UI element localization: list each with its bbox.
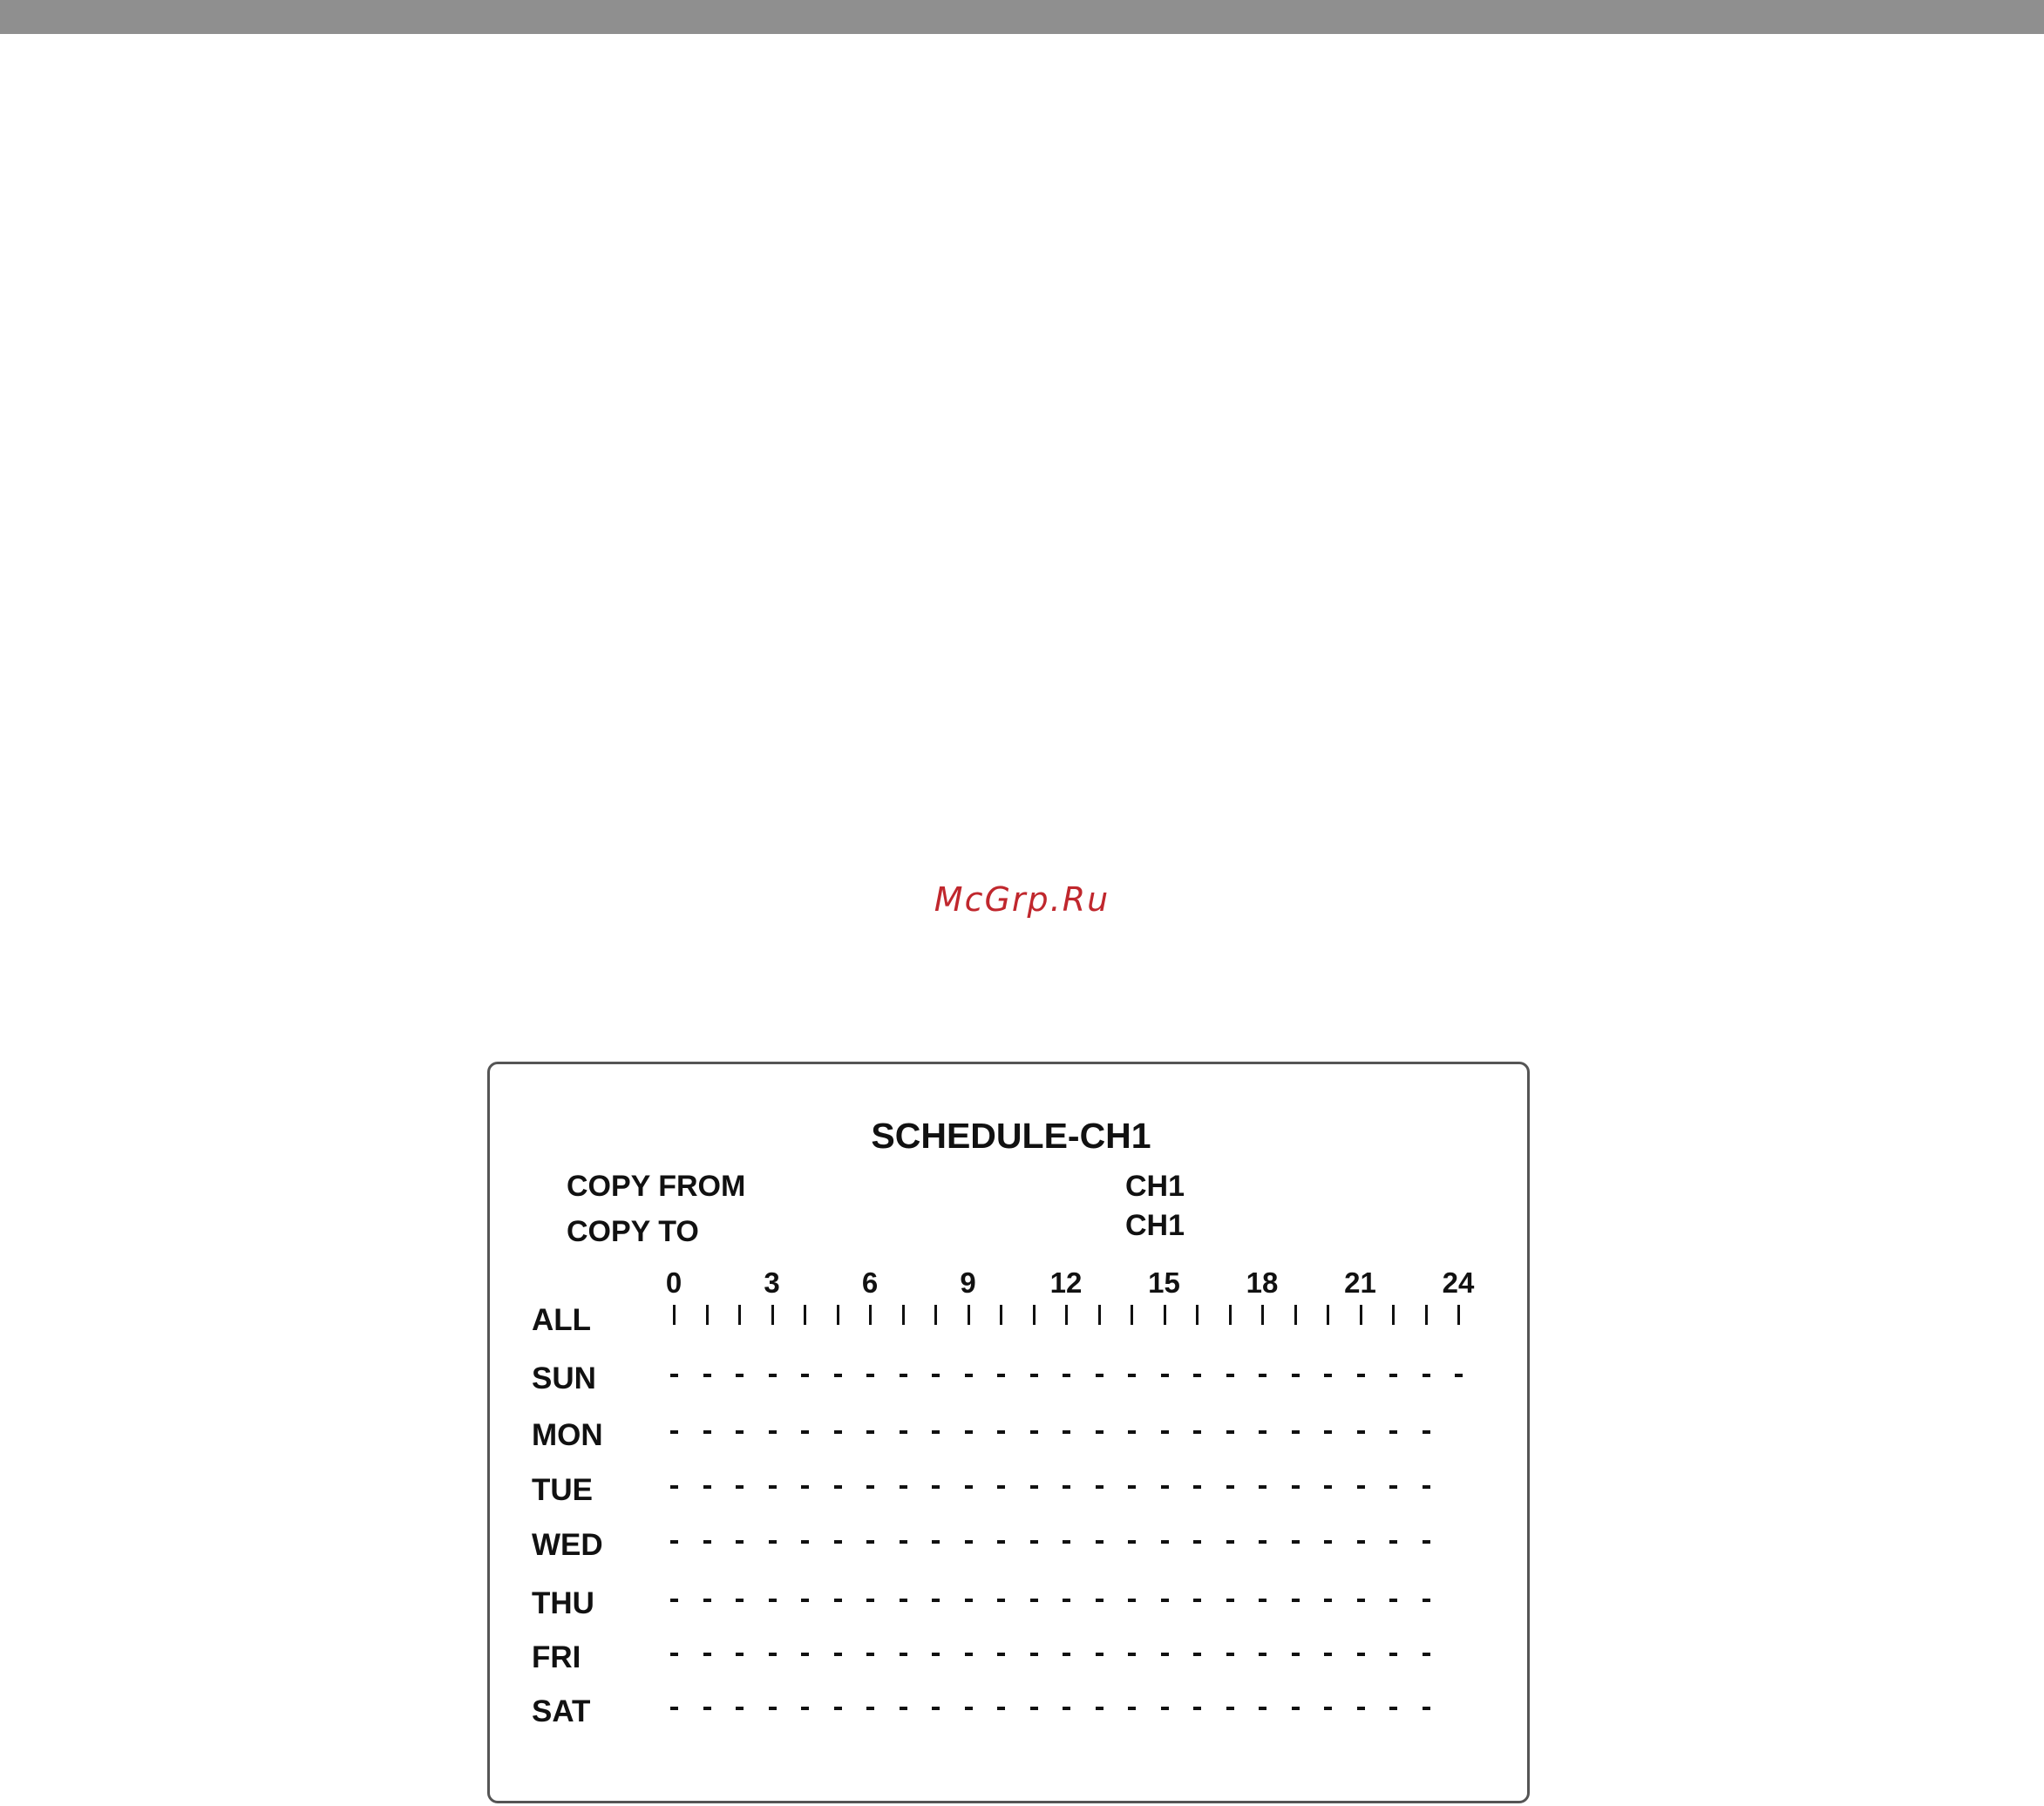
schedule-slot[interactable]: [1423, 1485, 1430, 1489]
schedule-slot[interactable]: [1063, 1599, 1070, 1602]
hour-tick[interactable]: [1000, 1305, 1002, 1325]
schedule-slot[interactable]: [900, 1485, 907, 1489]
day-label-tue[interactable]: TUE: [532, 1473, 593, 1507]
schedule-slot[interactable]: [932, 1374, 940, 1377]
schedule-slot[interactable]: [1063, 1540, 1070, 1544]
hour-tick[interactable]: [804, 1305, 806, 1325]
schedule-slot[interactable]: [1193, 1374, 1201, 1377]
schedule-slot[interactable]: [1096, 1599, 1103, 1602]
schedule-slot[interactable]: [1226, 1707, 1234, 1710]
schedule-slot[interactable]: [670, 1599, 678, 1602]
schedule-slot[interactable]: [932, 1707, 940, 1710]
schedule-slot[interactable]: [801, 1707, 809, 1710]
schedule-slot[interactable]: [1357, 1599, 1365, 1602]
schedule-slot[interactable]: [1259, 1374, 1266, 1377]
schedule-slot[interactable]: [1193, 1599, 1201, 1602]
schedule-slot[interactable]: [900, 1430, 907, 1434]
hour-label: 3: [764, 1266, 780, 1299]
schedule-slot[interactable]: [670, 1540, 678, 1544]
schedule-slot[interactable]: [1423, 1540, 1430, 1544]
schedule-slot[interactable]: [932, 1540, 940, 1544]
hour-tick[interactable]: [1392, 1305, 1395, 1325]
schedule-slot[interactable]: [965, 1374, 973, 1377]
schedule-slot[interactable]: [1292, 1599, 1300, 1602]
schedule-slot[interactable]: [670, 1485, 678, 1489]
schedule-slot[interactable]: [1128, 1653, 1136, 1656]
schedule-slot[interactable]: [769, 1599, 777, 1602]
schedule-slot[interactable]: [1357, 1653, 1365, 1656]
schedule-slot[interactable]: [1161, 1374, 1169, 1377]
schedule-slot[interactable]: [834, 1707, 842, 1710]
hour-label: 21: [1344, 1266, 1376, 1299]
schedule-slot[interactable]: [670, 1430, 678, 1434]
schedule-slot[interactable]: [1226, 1653, 1234, 1656]
schedule-slot[interactable]: [1389, 1599, 1397, 1602]
schedule-slot[interactable]: [1030, 1599, 1038, 1602]
schedule-slot[interactable]: [932, 1430, 940, 1434]
schedule-slot[interactable]: [997, 1599, 1005, 1602]
schedule-slot[interactable]: [1096, 1374, 1103, 1377]
schedule-slot[interactable]: [769, 1540, 777, 1544]
schedule-slot[interactable]: [932, 1599, 940, 1602]
schedule-slot[interactable]: [1259, 1430, 1266, 1434]
schedule-slot[interactable]: [834, 1653, 842, 1656]
schedule-slot[interactable]: [1128, 1599, 1136, 1602]
schedule-slot[interactable]: [1161, 1485, 1169, 1489]
schedule-slot[interactable]: [769, 1485, 777, 1489]
schedule-slot[interactable]: [703, 1485, 711, 1489]
copy-from-value[interactable]: CH1: [1125, 1170, 1185, 1203]
hour-tick[interactable]: [1327, 1305, 1329, 1325]
schedule-slot[interactable]: [866, 1374, 874, 1377]
hour-tick[interactable]: [1033, 1305, 1036, 1325]
schedule-slot[interactable]: [1324, 1374, 1332, 1377]
schedule-slot[interactable]: [1193, 1707, 1201, 1710]
schedule-slot[interactable]: [801, 1540, 809, 1544]
schedule-slot[interactable]: [1389, 1485, 1397, 1489]
schedule-slot[interactable]: [866, 1540, 874, 1544]
schedule-slot[interactable]: [1161, 1430, 1169, 1434]
page-title: SCHEDULE-CH1: [871, 1116, 1151, 1156]
schedule-slot[interactable]: [1292, 1485, 1300, 1489]
hour-tick[interactable]: [1229, 1305, 1232, 1325]
schedule-slot[interactable]: [1063, 1485, 1070, 1489]
schedule-slot[interactable]: [670, 1653, 678, 1656]
schedule-slot[interactable]: [1063, 1707, 1070, 1710]
day-label-wed[interactable]: WED: [532, 1528, 603, 1562]
hour-tick[interactable]: [1098, 1305, 1101, 1325]
copy-to-label: COPY TO: [567, 1215, 699, 1248]
hour-tick[interactable]: [902, 1305, 905, 1325]
day-label-sat[interactable]: SAT: [532, 1694, 591, 1728]
hour-tick[interactable]: [738, 1305, 741, 1325]
schedule-slot[interactable]: [1423, 1374, 1430, 1377]
schedule-slot[interactable]: [1324, 1707, 1332, 1710]
schedule-slot[interactable]: [1030, 1653, 1038, 1656]
schedule-slot[interactable]: [736, 1653, 744, 1656]
hour-tick[interactable]: [771, 1305, 774, 1325]
day-label-fri[interactable]: FRI: [532, 1640, 581, 1674]
day-label-mon[interactable]: MON: [532, 1418, 603, 1452]
schedule-slot[interactable]: [769, 1374, 777, 1377]
hour-tick[interactable]: [1360, 1305, 1362, 1325]
schedule-slot[interactable]: [1030, 1485, 1038, 1489]
schedule-slot[interactable]: [965, 1430, 973, 1434]
hour-tick[interactable]: [837, 1305, 839, 1325]
schedule-slot[interactable]: [900, 1653, 907, 1656]
schedule-slot[interactable]: [1292, 1430, 1300, 1434]
schedule-slot[interactable]: [997, 1485, 1005, 1489]
hour-tick[interactable]: [706, 1305, 709, 1325]
schedule-slot[interactable]: [834, 1540, 842, 1544]
schedule-slot[interactable]: [1128, 1374, 1136, 1377]
schedule-slot[interactable]: [703, 1540, 711, 1544]
day-label-sun[interactable]: SUN: [532, 1361, 596, 1395]
day-label-all[interactable]: ALL: [532, 1303, 592, 1337]
schedule-slot[interactable]: [1357, 1540, 1365, 1544]
schedule-slot[interactable]: [1324, 1430, 1332, 1434]
schedule-slot[interactable]: [932, 1653, 940, 1656]
schedule-slot[interactable]: [965, 1707, 973, 1710]
schedule-slot[interactable]: [1292, 1540, 1300, 1544]
schedule-slot[interactable]: [769, 1430, 777, 1434]
hour-label: 9: [960, 1266, 976, 1299]
schedule-slot[interactable]: [834, 1599, 842, 1602]
hour-tick[interactable]: [673, 1305, 676, 1325]
schedule-slot[interactable]: [1357, 1707, 1365, 1710]
schedule-slot[interactable]: [1324, 1653, 1332, 1656]
schedule-slot[interactable]: [703, 1653, 711, 1656]
schedule-slot[interactable]: [1193, 1653, 1201, 1656]
day-label-thu[interactable]: THU: [532, 1586, 594, 1620]
schedule-slot[interactable]: [1389, 1707, 1397, 1710]
schedule-slot[interactable]: [900, 1540, 907, 1544]
watermark: McGrp.Ru: [934, 880, 1110, 919]
schedule-slot[interactable]: [1423, 1653, 1430, 1656]
schedule-slot[interactable]: [1030, 1430, 1038, 1434]
schedule-slot[interactable]: [965, 1653, 973, 1656]
schedule-slot[interactable]: [1226, 1599, 1234, 1602]
hour-tick[interactable]: [1196, 1305, 1199, 1325]
schedule-slot[interactable]: [997, 1540, 1005, 1544]
schedule-slot[interactable]: [1161, 1653, 1169, 1656]
schedule-slot[interactable]: [1096, 1485, 1103, 1489]
schedule-slot[interactable]: [1096, 1540, 1103, 1544]
schedule-slot[interactable]: [1063, 1430, 1070, 1434]
hour-label: 0: [665, 1266, 682, 1299]
schedule-slot[interactable]: [1063, 1653, 1070, 1656]
schedule-slot[interactable]: [1423, 1430, 1430, 1434]
schedule-slot[interactable]: [703, 1599, 711, 1602]
schedule-slot[interactable]: [1161, 1540, 1169, 1544]
schedule-slot[interactable]: [1030, 1374, 1038, 1377]
schedule-slot[interactable]: [1128, 1540, 1136, 1544]
hour-label: 6: [861, 1266, 879, 1299]
schedule-slot[interactable]: [997, 1430, 1005, 1434]
schedule-slot[interactable]: [1193, 1540, 1201, 1544]
schedule-slot[interactable]: [1030, 1707, 1038, 1710]
schedule-slot[interactable]: [834, 1374, 842, 1377]
schedule-slot[interactable]: [1389, 1540, 1397, 1544]
schedule-slot[interactable]: [1455, 1374, 1463, 1377]
schedule-slot[interactable]: [1128, 1430, 1136, 1434]
hour-tick[interactable]: [1164, 1305, 1166, 1325]
schedule-slot[interactable]: [1128, 1707, 1136, 1710]
schedule-slot[interactable]: [1292, 1653, 1300, 1656]
schedule-slot[interactable]: [736, 1540, 744, 1544]
schedule-slot[interactable]: [1357, 1485, 1365, 1489]
schedule-slot[interactable]: [1292, 1707, 1300, 1710]
hour-tick[interactable]: [1065, 1305, 1068, 1325]
schedule-slot[interactable]: [965, 1485, 973, 1489]
hour-label: 15: [1148, 1266, 1180, 1299]
schedule-slot[interactable]: [736, 1430, 744, 1434]
top-bar: [0, 0, 2044, 34]
hour-tick[interactable]: [1261, 1305, 1264, 1325]
schedule-slot[interactable]: [834, 1485, 842, 1489]
schedule-slot[interactable]: [736, 1374, 744, 1377]
schedule-slot[interactable]: [997, 1374, 1005, 1377]
schedule-slot[interactable]: [1389, 1430, 1397, 1434]
copy-from-label: COPY FROM: [567, 1170, 746, 1203]
schedule-slot[interactable]: [1389, 1374, 1397, 1377]
schedule-slot[interactable]: [866, 1707, 874, 1710]
schedule-slot[interactable]: [769, 1707, 777, 1710]
schedule-slot[interactable]: [1259, 1653, 1266, 1656]
schedule-slot[interactable]: [1259, 1540, 1266, 1544]
schedule-slot[interactable]: [866, 1599, 874, 1602]
schedule-slot[interactable]: [997, 1707, 1005, 1710]
schedule-slot[interactable]: [736, 1485, 744, 1489]
schedule-slot[interactable]: [1324, 1599, 1332, 1602]
schedule-slot[interactable]: [866, 1430, 874, 1434]
schedule-slot[interactable]: [1226, 1540, 1234, 1544]
hour-tick[interactable]: [968, 1305, 970, 1325]
hour-tick[interactable]: [869, 1305, 872, 1325]
schedule-slot[interactable]: [1389, 1653, 1397, 1656]
schedule-slot[interactable]: [703, 1707, 711, 1710]
schedule-slot[interactable]: [965, 1540, 973, 1544]
schedule-slot[interactable]: [866, 1653, 874, 1656]
schedule-slot[interactable]: [1096, 1707, 1103, 1710]
hour-label: 24: [1442, 1266, 1475, 1299]
schedule-slot[interactable]: [834, 1430, 842, 1434]
schedule-slot[interactable]: [801, 1653, 809, 1656]
hour-tick[interactable]: [1294, 1305, 1297, 1325]
schedule-slot[interactable]: [900, 1374, 907, 1377]
schedule-slot[interactable]: [932, 1485, 940, 1489]
schedule-slot[interactable]: [1063, 1374, 1070, 1377]
schedule-slot[interactable]: [866, 1485, 874, 1489]
schedule-slot[interactable]: [670, 1374, 678, 1377]
hour-tick[interactable]: [1131, 1305, 1133, 1325]
schedule-slot[interactable]: [1259, 1485, 1266, 1489]
schedule-slot[interactable]: [801, 1374, 809, 1377]
schedule-slot[interactable]: [1423, 1599, 1430, 1602]
schedule-slot[interactable]: [801, 1485, 809, 1489]
schedule-slot[interactable]: [769, 1653, 777, 1656]
schedule-slot[interactable]: [900, 1599, 907, 1602]
schedule-slot[interactable]: [1259, 1599, 1266, 1602]
copy-to-value[interactable]: CH1: [1125, 1209, 1185, 1242]
schedule-slot[interactable]: [1128, 1485, 1136, 1489]
schedule-slot[interactable]: [1193, 1485, 1201, 1489]
schedule-slot[interactable]: [1193, 1430, 1201, 1434]
schedule-slot[interactable]: [1292, 1374, 1300, 1377]
schedule-slot[interactable]: [1161, 1707, 1169, 1710]
hour-tick[interactable]: [1425, 1305, 1428, 1325]
schedule-slot[interactable]: [736, 1599, 744, 1602]
schedule-slot[interactable]: [1226, 1485, 1234, 1489]
schedule-slot[interactable]: [900, 1707, 907, 1710]
schedule-slot[interactable]: [1030, 1540, 1038, 1544]
schedule-panel: [487, 1062, 1530, 1803]
schedule-slot[interactable]: [1096, 1430, 1103, 1434]
schedule-slot[interactable]: [736, 1707, 744, 1710]
schedule-slot[interactable]: [965, 1599, 973, 1602]
hour-tick[interactable]: [934, 1305, 937, 1325]
schedule-slot[interactable]: [1226, 1374, 1234, 1377]
schedule-slot[interactable]: [1324, 1485, 1332, 1489]
schedule-slot[interactable]: [1357, 1430, 1365, 1434]
schedule-slot[interactable]: [1096, 1653, 1103, 1656]
schedule-slot[interactable]: [670, 1707, 678, 1710]
schedule-slot[interactable]: [703, 1430, 711, 1434]
schedule-slot[interactable]: [1357, 1374, 1365, 1377]
schedule-slot[interactable]: [1324, 1540, 1332, 1544]
hour-label: 18: [1246, 1266, 1279, 1299]
hour-label: 12: [1049, 1266, 1083, 1299]
schedule-slot[interactable]: [997, 1653, 1005, 1656]
schedule-slot[interactable]: [703, 1374, 711, 1377]
schedule-slot[interactable]: [1226, 1430, 1234, 1434]
hour-tick[interactable]: [1457, 1305, 1460, 1325]
schedule-slot[interactable]: [1161, 1599, 1169, 1602]
schedule-slot[interactable]: [801, 1430, 809, 1434]
schedule-slot[interactable]: [1259, 1707, 1266, 1710]
schedule-slot[interactable]: [801, 1599, 809, 1602]
schedule-slot[interactable]: [1423, 1707, 1430, 1710]
